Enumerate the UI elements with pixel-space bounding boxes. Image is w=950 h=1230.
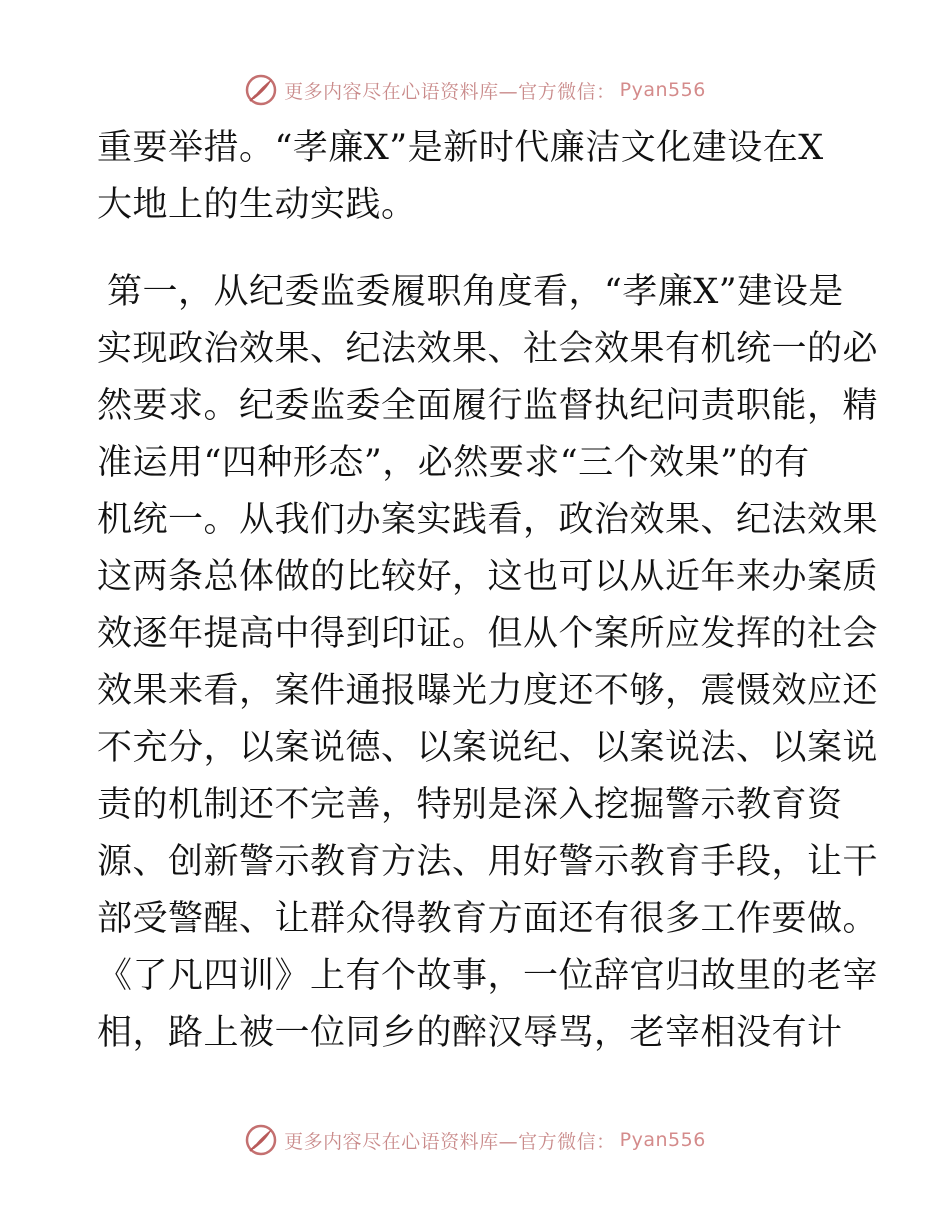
watermark-text: 更多内容尽在心语资料库—官方微信： (284, 1130, 616, 1153)
text-line: 相，路上被一位同乡的醉汉辱骂，老宰相没有计 (97, 1013, 843, 1053)
text-line: 然要求。纪委监委全面履行监督执纪问责职能，精 (97, 386, 879, 426)
watermark-wechat-id: Pyan556 (619, 79, 706, 101)
text-line: 部受警醒、让群众得教育方面还有很多工作要做。 (97, 899, 879, 939)
footer-watermark (0, 1120, 950, 1160)
text-line: 源、创新警示教育方法、用好警示教育手段，让干 (97, 842, 879, 882)
text-line: 效逐年提高中得到印证。但从个案所应发挥的社会 (97, 614, 879, 654)
quill-logo-icon (244, 73, 278, 107)
text-line: 效果来看，案件通报曝光力度还不够，震慑效应还 (97, 671, 879, 711)
text-line: 不充分，以案说德、以案说纪、以案说法、以案说 (97, 728, 879, 768)
text-line: 重要举措。“孝廉X”是新时代廉洁文化建设在X (97, 128, 824, 168)
text-line: 第一，从纪委监委履职角度看，“孝廉X”建设是 (107, 272, 844, 312)
paragraph (97, 120, 857, 234)
paragraph (97, 264, 879, 1062)
text-line: 这两条总体做的比较好，这也可以从近年来办案质 (97, 557, 879, 597)
text-line: 准运用“四种形态”，必然要求“三个效果”的有 (97, 443, 810, 483)
text-line: 《了凡四训》上有个故事，一位辞官归故里的老宰 (97, 956, 879, 996)
watermark-wechat-id: Pyan556 (619, 1129, 706, 1151)
text-line: 实现政治效果、纪法效果、社会效果有机统一的必 (97, 329, 879, 369)
quill-logo-icon (244, 1123, 278, 1157)
document-body (97, 120, 879, 1062)
text-line: 大地上的生动实践。 (97, 185, 417, 225)
text-line: 机统一。从我们办案实践看，政治效果、纪法效果 (97, 500, 879, 540)
watermark-text: 更多内容尽在心语资料库—官方微信： (284, 80, 616, 103)
text-line: 责的机制还不完善，特别是深入挖掘警示教育资 (97, 785, 843, 825)
header-watermark (0, 70, 950, 110)
